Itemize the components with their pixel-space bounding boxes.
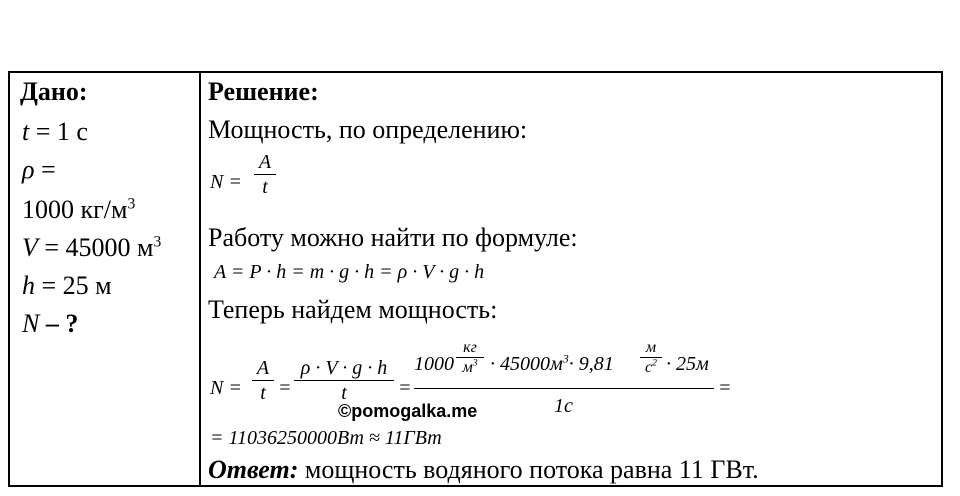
formula3-big-denominator: 1с bbox=[554, 395, 573, 417]
formula-power-fraction: A t bbox=[254, 151, 276, 198]
formula-work: A = P · h = m · g · h = ρ · V · g · h bbox=[214, 261, 485, 283]
formula3-eq1: = bbox=[278, 377, 292, 399]
formula-power-lhs: N = bbox=[210, 171, 242, 193]
given-height: h = 25 м bbox=[22, 271, 112, 300]
solution-line-work: Работу можно найти по формуле: bbox=[208, 223, 578, 252]
given-time: t = 1 с bbox=[22, 117, 88, 146]
formula3-big-numerator: 1000 кг $м^3$ · $45000м^3\cdot 9,81$ м $с^2$ · 25м bbox=[414, 339, 709, 376]
solution-line-find-power: Теперь найдем мощность: bbox=[208, 295, 498, 324]
formula3-fraction-a: A t bbox=[252, 357, 274, 404]
formula3-eq3: = bbox=[718, 377, 732, 399]
formula3-big-fraction-bar bbox=[414, 388, 714, 389]
answer-line: Ответ: мощность водяного потока равна 11 ГВт. bbox=[208, 455, 759, 484]
unit-m-per-s2: м $с^2$ bbox=[640, 339, 662, 376]
unit-kg-per-m3: кг $м^3$ bbox=[456, 339, 484, 376]
given-volume: V = 45000 $м^3$ bbox=[22, 233, 162, 262]
formula3-fraction-b: ρ · V · g · h t bbox=[294, 357, 394, 404]
watermark: ©pomogalka.me bbox=[338, 401, 478, 421]
given-density: ρ = bbox=[22, 155, 56, 184]
given-unknown-power: N – ? bbox=[22, 309, 79, 338]
solution-header: Решение: bbox=[208, 77, 319, 106]
formula3-lhs: N = bbox=[210, 377, 242, 399]
formula3-eq2: = bbox=[398, 377, 412, 399]
formula-result: = 11036250000Вт ≈ 11ГВт bbox=[210, 427, 442, 449]
given-header: Дано: bbox=[20, 77, 88, 106]
solution-table bbox=[8, 71, 943, 487]
column-divider bbox=[199, 73, 201, 485]
solution-line-definition: Мощность, по определению: bbox=[208, 115, 528, 144]
given-density-value: 1000 $кг/м^3$ bbox=[22, 195, 136, 224]
